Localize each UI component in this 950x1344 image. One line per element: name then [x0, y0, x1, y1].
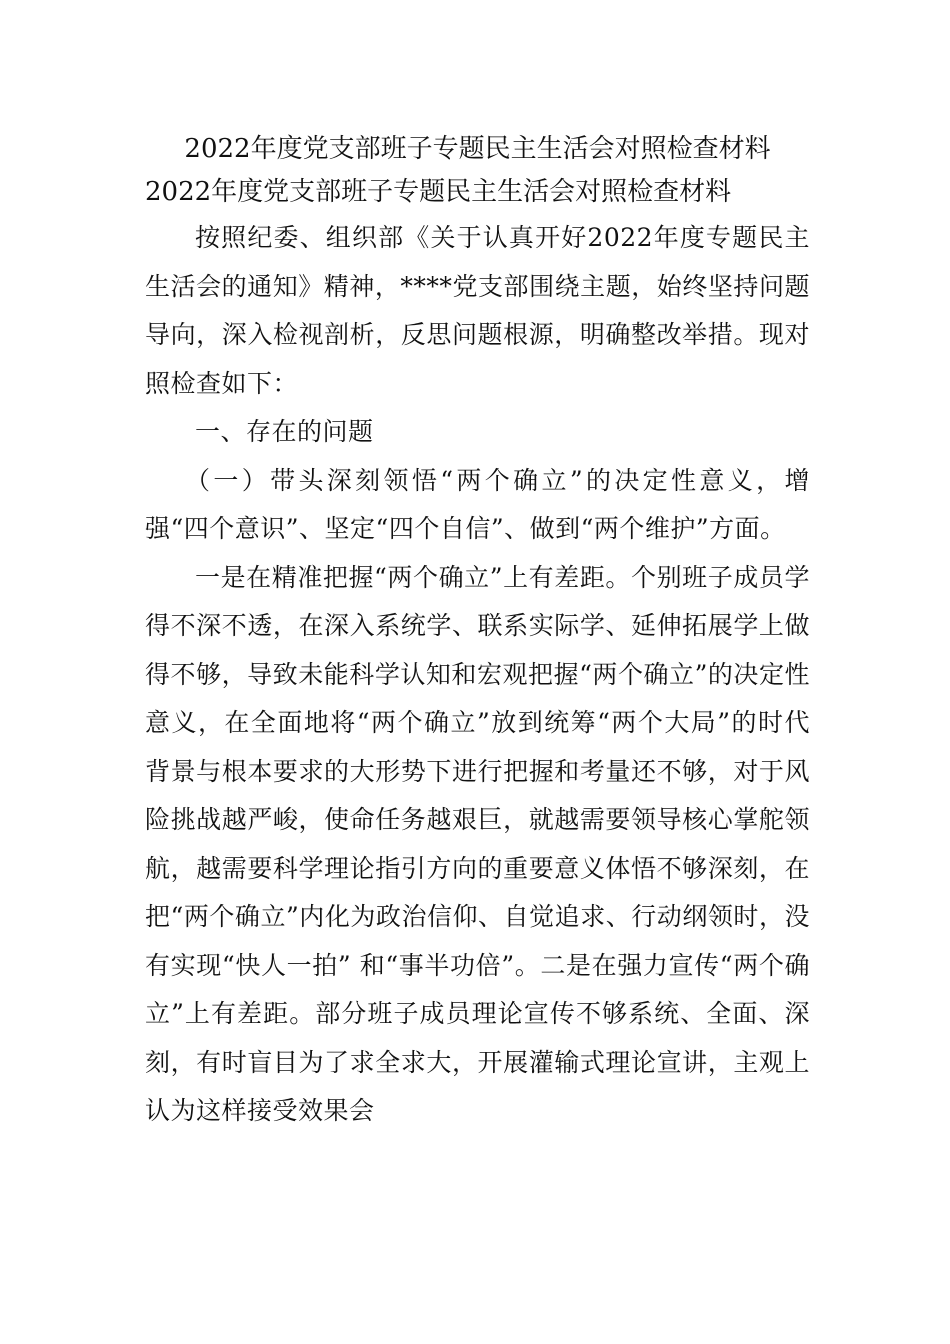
- subsection-heading: （一）带头深刻领悟“两个确立”的决定性意义，增强“四个意识”、坚定“四个自信”、做到“两个维护”方面。: [145, 465, 810, 543]
- section-heading: 一、存在的问题: [195, 417, 374, 446]
- document-title: 2022年度党支部班子专题民主生活会对照检查材料: [184, 134, 771, 164]
- document-title-repeat: 2022年度党支部班子专题民主生活会对照检查材料: [145, 177, 732, 207]
- body-paragraph: 一是在精准把握“两个确立”上有差距。个别班子成员学得不深不透，在深入系统学、联系实际学、延伸拓展学上做得不够，导致未能科学认知和宏观把握“两个确立”的决定性意义，在全面地将“两个确立”放到统筹“两个大局”的时代背景与根本要求的大形势下进行把握和考量还不够，对于风险挑战越严峻，使命任务越艰巨，就越需要领导核心掌舵领航，越需要科学理论指引方向的重要意义体悟不够深刻，在把“两个确立”内化为政治信仰、自觉追求、行动纲领时，没有实现“快人一拍” 和“事半功倍”。二是在强力宣传“两个确立”上有差距。部分班子成员理论宣传不够系统、全面、深刻，有时盲目为了求全求大，开展灌输式理论宣讲，主观上认为这样接受效果会: [145, 562, 810, 1125]
- intro-paragraph: 按照纪委、组织部《关于认真开好2022年度专题民主生活会的通知》精神，****党支部围绕主题，始终坚持问题导向，深入检视剖析，反思问题根源，明确整改举措。现对照检查如下：: [145, 223, 810, 398]
- document-body: [145, 128, 810, 1136]
